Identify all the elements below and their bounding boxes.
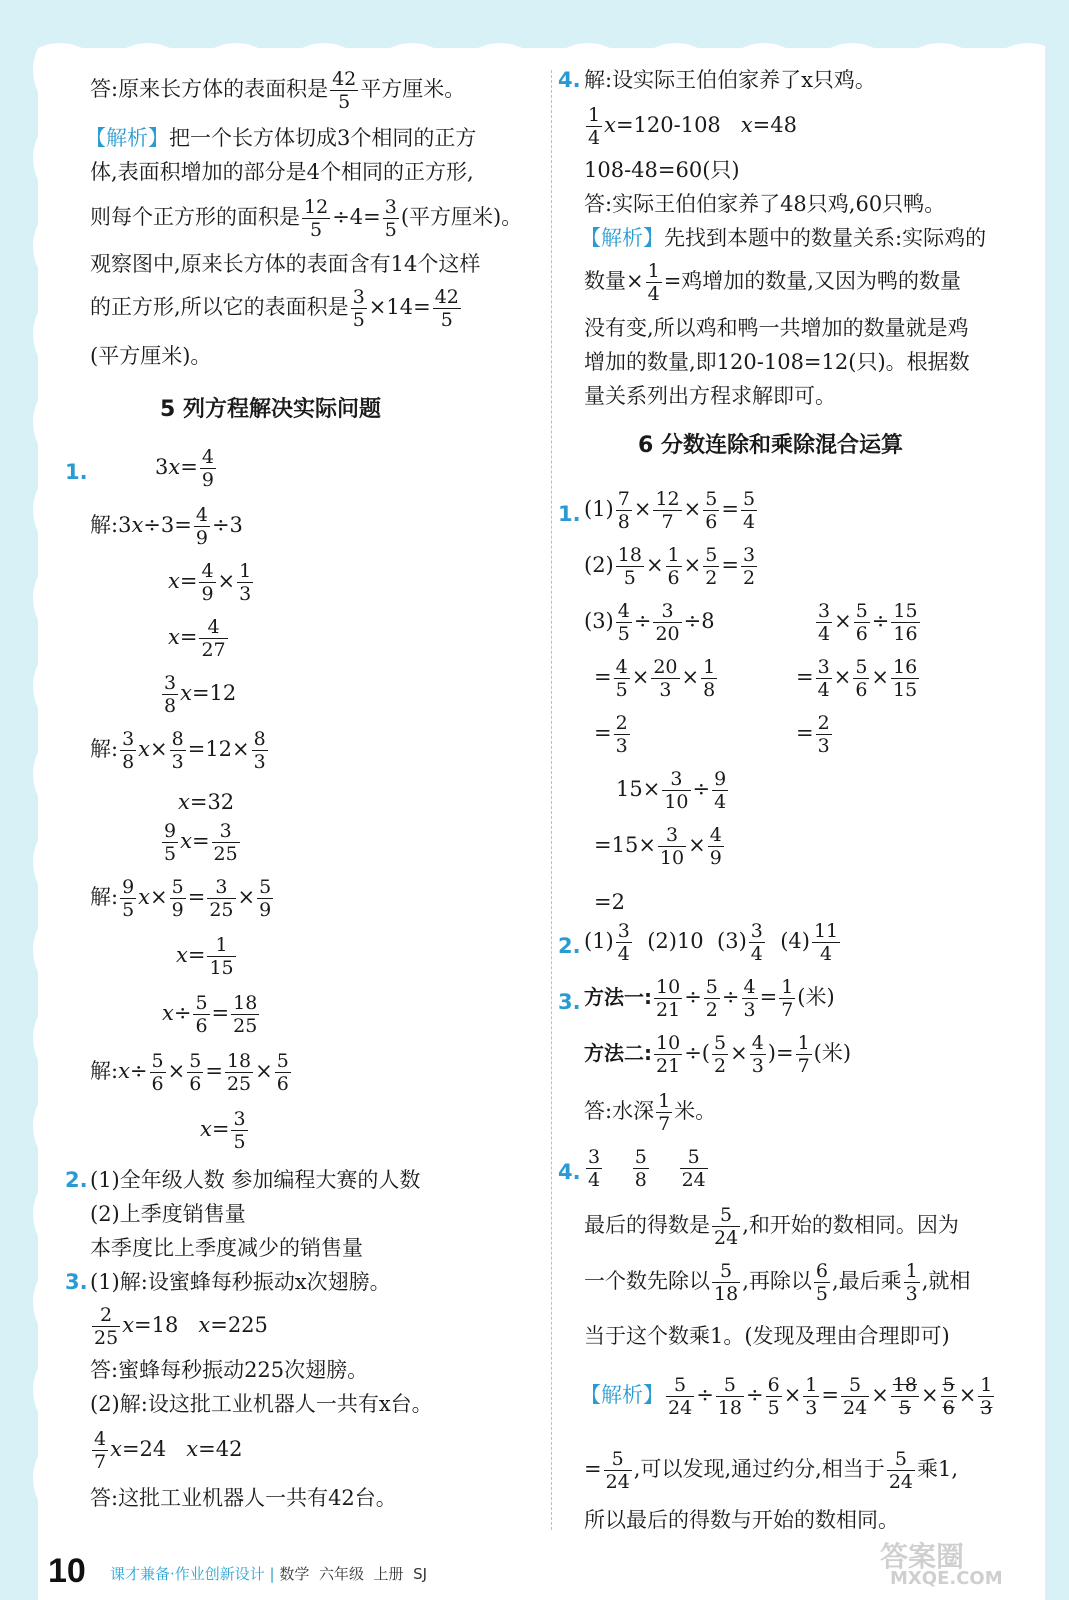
watermark-url: MXQE.COM <box>890 1568 1003 1589</box>
p1-jiexi-line3: 则每个正方形的面积是 $\frac{12}{5}$ ÷4= $\frac{3}{5}$ (平方厘米)。 <box>90 196 523 241</box>
r4-line4: 当于这个数乘1。(发现及理由合理即可) <box>584 1324 950 1348</box>
r4-line7: 所以最后的得数与开始的数相同。 <box>584 1508 899 1532</box>
q1-eq-c-step1: 解: $\frac{9}{5}$ x× $\frac{5}{9}$ = $\frac{3}{25}$ × $\frac{5}{9}$ <box>90 876 272 921</box>
q1-eq-d: x÷ $\frac{5}{6}$ = $\frac{18}{25}$ <box>162 992 258 1037</box>
q3-line1: (1)解:设蜜蜂每秒振动x次翅膀。 <box>90 1270 391 1294</box>
r4-number: 4. <box>558 1160 581 1184</box>
r1-part3c: 15× $\frac{3}{10}$ ÷ $\frac{9}{4}$ <box>616 768 727 813</box>
q4-jiexi-line1: 【解析】先找到本题中的数量关系:实际鸡的 <box>580 226 987 250</box>
r3-answer: 答:水深 $\frac{1}{7}$ 米。 <box>584 1090 717 1135</box>
r4-line6: = $\frac{5}{24}$ ,可以发现,通过约分,相当于 $\frac{5}{24}$ 乘1, <box>584 1448 959 1493</box>
p1-jiexi-line4: 观察图中,原来长方体的表面含有14个这样 <box>90 252 481 276</box>
r3-number: 3. <box>558 990 581 1014</box>
q2-line2: (2)上季度销售量 <box>90 1202 246 1226</box>
r1-part3b-result: = $\frac{2}{3}$ <box>796 712 830 757</box>
q1-eq-a-result: x= $\frac{4}{27}$ <box>168 616 226 661</box>
r4-line1: $\frac{3}{4}$ $\frac{5}{8}$ $\frac{5}{24}$ <box>588 1146 706 1191</box>
q4-jiexi-line4: 增加的数量,即120-108=12(只)。根据数 <box>584 350 970 374</box>
q1-eq-b-step1: 解: $\frac{3}{8}$ x× $\frac{8}{3}$ =12× $\frac{8}{3}$ <box>90 728 266 773</box>
page-border-right <box>1045 0 1069 1600</box>
p1-jiexi-line6: (平方厘米)。 <box>90 344 212 368</box>
q2-number: 2. <box>65 1168 88 1192</box>
r1-number: 1. <box>558 502 581 526</box>
q1-eq-d-step1: 解:x÷ $\frac{5}{6}$ × $\frac{5}{6}$ = $\frac{18}{25}$ × $\frac{5}{6}$ <box>90 1050 289 1095</box>
q4-line2: $\frac{1}{4}$ x=120-108 x=48 <box>588 104 797 149</box>
r4-line3: 一个数先除以 $\frac{5}{18}$ ,再除以 $\frac{6}{5}$ ,最后乘 $\frac{1}{3}$ ,就相 <box>584 1260 971 1305</box>
q1-eq-a: 3x= $\frac{4}{9}$ <box>155 446 214 491</box>
p1-jiexi-line1: 【解析】把一个长方体切成3个相同的正方 <box>85 126 477 150</box>
r1-part3c-result: =2 <box>594 890 625 914</box>
r1-part3a-result: = $\frac{2}{3}$ <box>594 712 628 757</box>
r1-part3a-step1: = $\frac{4}{5}$ × $\frac{20}{3}$ × $\frac{1}{8}$ <box>594 656 716 701</box>
q4-jiexi-line5: 量关系列出方程求解即可。 <box>584 384 836 408</box>
section-5-title: 5 列方程解决实际问题 <box>160 397 381 422</box>
r2-answers: (1) $\frac{3}{4}$ (2)10 (3) $\frac{3}{4}$ (4) $\frac{11}{4}$ <box>584 920 839 965</box>
q1-eq-b: $\frac{3}{8}$ x=12 <box>164 672 237 717</box>
watermark-logo: 答案圈 <box>880 1540 965 1573</box>
footer-text: 课才兼备·作业创新设计 | 数学 六年级 上册 SJ <box>110 1565 428 1583</box>
q1-eq-a-step1: 解:3x÷3= $\frac{4}{9}$ ÷3 <box>90 504 243 549</box>
r1-part3a: (3) $\frac{4}{5}$ ÷ $\frac{3}{20}$ ÷8 <box>584 600 715 645</box>
r3-method1: 方法一: $\frac{10}{21}$ ÷ $\frac{5}{2}$ ÷ $\frac{4}{3}$ = $\frac{1}{7}$ (米) <box>584 976 835 1021</box>
q3-line3: 答:蜜蜂每秒振动225次翅膀。 <box>90 1358 369 1382</box>
q1-eq-b-result: x=32 <box>178 790 235 814</box>
r1-part3c-step1: =15× $\frac{3}{10}$ × $\frac{4}{9}$ <box>594 824 722 869</box>
q3-line5: $\frac{4}{7}$ x=24 x=42 <box>94 1428 243 1473</box>
q1-number: 1. <box>65 460 88 484</box>
q4-line3: 108-48=60(只) <box>584 158 740 182</box>
page-number: 10 <box>48 1552 86 1590</box>
q3-line2: $\frac{2}{25}$ x=18 x=225 <box>94 1304 268 1349</box>
q3-line4: (2)解:设这批工业机器人一共有x台。 <box>90 1392 433 1416</box>
q1-eq-a-step2: x= $\frac{4}{9}$ × $\frac{1}{3}$ <box>168 560 252 605</box>
r3-method2: 方法二: $\frac{10}{21}$ ÷( $\frac{5}{2}$ × $\frac{4}{3}$ )= $\frac{1}{7}$ (米) <box>584 1032 852 1077</box>
q2-line3: 本季度比上季度减少的销售量 <box>90 1236 363 1260</box>
q4-jiexi-line3: 没有变,所以鸡和鸭一共增加的数量就是鸡 <box>584 316 969 340</box>
q4-number: 4. <box>558 68 581 92</box>
page-border-left <box>0 0 38 1600</box>
r4-line2: 最后的得数是 $\frac{5}{24}$ ,和开始的数相同。因为 <box>584 1204 959 1249</box>
p1-jiexi-line2: 体,表面积增加的部分是4个相同的正方形, <box>90 160 474 184</box>
section-6-title: 6 分数连除和乘除混合运算 <box>638 433 903 458</box>
q1-eq-d-result: x= $\frac{3}{5}$ <box>200 1108 246 1153</box>
r1-part3b: $\frac{3}{4}$ × $\frac{5}{6}$ ÷ $\frac{15}{16}$ <box>818 600 918 645</box>
q3-number: 3. <box>65 1270 88 1294</box>
q1-eq-c-result: x= $\frac{1}{15}$ <box>176 934 234 979</box>
r2-number: 2. <box>558 934 581 958</box>
q4-line1: 解:设实际王伯伯家养了x只鸡。 <box>584 68 876 92</box>
page-border-top <box>0 0 1069 48</box>
r1-part3b-step1: = $\frac{3}{4}$ × $\frac{5}{6}$ × $\frac{16}{15}$ <box>796 656 918 701</box>
q4-line4: 答:实际王伯伯家养了48只鸡,60只鸭。 <box>584 192 946 216</box>
column-divider <box>551 70 552 1530</box>
p1-jiexi-line5: 的正方形,所以它的表面积是 $\frac{3}{5}$ ×14= $\frac{42}{5}$ <box>90 286 459 331</box>
r1-part2: (2) $\frac{18}{5}$ × $\frac{1}{6}$ × $\frac{5}{2}$ = $\frac{3}{2}$ <box>584 544 756 589</box>
q2-line1: (1)全年级人数 参加编程大赛的人数 <box>90 1168 421 1192</box>
q1-eq-c: $\frac{9}{5}$ x= $\frac{3}{25}$ <box>164 820 238 865</box>
r4-jiexi-calc: 【解析】 $\frac{5}{24}$ ÷ $\frac{5}{18}$ ÷ $\frac{6}{5}$ × $\frac{1}{3}$ = $\frac{5}{24}$ × $\frac{18}{5}$ × $\frac{5}{6}$ × $\frac{1}{3}$ <box>580 1374 993 1419</box>
q3-line6: 答:这批工业机器人一共有42台。 <box>90 1486 397 1510</box>
r1-part1: (1) $\frac{7}{8}$ × $\frac{12}{7}$ × $\frac{5}{6}$ = $\frac{5}{4}$ <box>584 488 756 533</box>
q4-jiexi-line2: 数量× $\frac{1}{4}$ =鸡增加的数量,又因为鸭的数量 <box>584 260 961 305</box>
p1-answer: 答:原来长方体的表面积是 $\frac{42}{5}$ 平方厘米。 <box>90 68 466 113</box>
